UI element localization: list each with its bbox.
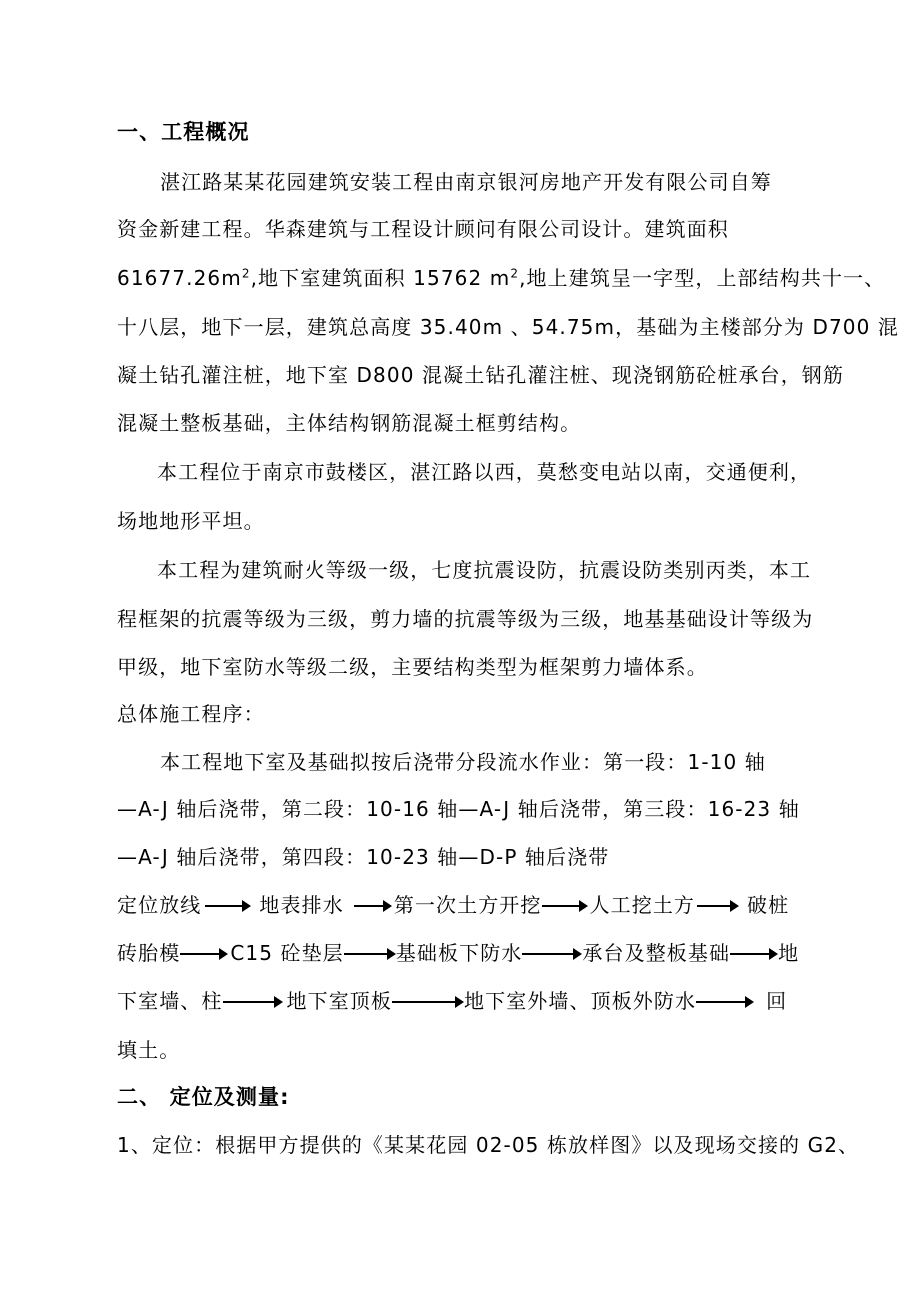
flow-step: 第一次土方开挖	[393, 893, 542, 917]
arrow-right-icon	[205, 891, 251, 919]
paragraph-1-line-5: 凝土钻孔灌注桩，地下室 D800 混凝土钻孔灌注桩、现浇钢筋砼桩承台，钢筋	[117, 363, 844, 387]
flow-step: 破桩	[747, 893, 790, 917]
flow-step: 地表排水	[259, 893, 344, 917]
paragraph-2-line-2: 场地地形平坦。	[117, 509, 265, 533]
arrow-right-icon	[354, 891, 392, 919]
paragraph-4-line-1: 本工程地下室及基础拟按后浇带分段流水作业：第一段：1-10 轴	[160, 750, 766, 774]
section-1-heading: 一、工程概况	[117, 120, 250, 144]
area-value: 61677.26m	[117, 266, 242, 290]
arrow-right-icon	[392, 987, 464, 1015]
flow-step: 下室墙、柱	[117, 989, 223, 1013]
paragraph-3-line-1: 本工程为建筑耐火等级一级，七度抗震设防，抗震设防类别丙类，本工	[157, 558, 812, 582]
paragraph-1-line-6: 混凝土整板基础，主体结构钢筋混凝土框剪结构。	[117, 411, 582, 435]
flow-step: C15 砼垫层	[230, 941, 344, 965]
flow-line-4: 填土。	[117, 1038, 181, 1062]
arrow-right-icon	[730, 939, 778, 967]
arrow-right-icon	[522, 939, 582, 967]
arrow-right-icon	[542, 891, 588, 919]
sequence-label: 总体施工程序：	[117, 702, 265, 726]
arrow-right-icon	[223, 987, 283, 1015]
arrow-right-icon	[180, 939, 228, 967]
area-unit-superscript: 2	[241, 266, 251, 281]
flow-step: 地下室外墙、顶板外防水	[464, 989, 697, 1013]
section-2-heading: 二、 定位及测量:	[117, 1085, 290, 1109]
flow-step: 基础板下防水	[395, 941, 523, 965]
paragraph-3-line-2: 程框架的抗震等级为三级，剪力墙的抗震等级为三级，地基基础设计等级为	[117, 607, 814, 631]
structure-text: ,地上建筑呈一字型，上部结构共十一、	[519, 266, 886, 290]
paragraph-3-line-3: 甲级，地下室防水等级二级，主要结构类型为框架剪力墙体系。	[117, 655, 708, 679]
flow-step: 承台及整板基础	[582, 941, 731, 965]
paragraph-1-line-3	[117, 264, 885, 292]
flow-step: 砖胎模	[117, 941, 181, 965]
flow-step: 地下室顶板	[286, 989, 392, 1013]
section-2-item-1: 1、定位：根据甲方提供的《某某花园 02-05 栋放样图》以及现场交接的 G2、	[117, 1133, 860, 1157]
flow-line-1	[117, 891, 789, 919]
paragraph-2-line-1: 本工程位于南京市鼓楼区，湛江路以西，莫愁变电站以南，交通便利，	[157, 460, 812, 484]
flow-step: 回	[766, 989, 788, 1013]
flow-step: 地	[778, 941, 800, 965]
flow-step: 定位放线	[117, 893, 202, 917]
paragraph-4-line-2: —A-J 轴后浇带，第二段：10-16 轴—A-J 轴后浇带，第三段：16-23 轴	[117, 797, 800, 821]
flow-line-2	[117, 939, 799, 967]
arrow-right-icon	[697, 891, 739, 919]
paragraph-4-line-3: —A-J 轴后浇带，第四段：10-23 轴—D-P 轴后浇带	[117, 845, 610, 869]
flow-line-3	[117, 987, 787, 1015]
paragraph-1-line-4: 十八层，地下一层，建筑总高度 35.40m 、54.75m，基础为主楼部分为 D700 混	[117, 315, 899, 339]
arrow-right-icon	[696, 987, 754, 1015]
arrow-right-icon	[344, 939, 396, 967]
paragraph-1-line-2: 资金新建工程。华森建筑与工程设计顾问有限公司设计。建筑面积	[117, 217, 729, 241]
flow-step: 人工挖土方	[589, 893, 696, 917]
paragraph-1-line-1: 湛江路某某花园建筑安装工程由南京银河房地产开发有限公司自筹	[160, 170, 772, 194]
basement-area-text: ,地下室建筑面积 15762 m	[250, 266, 511, 290]
basement-area-superscript: 2	[510, 266, 520, 281]
